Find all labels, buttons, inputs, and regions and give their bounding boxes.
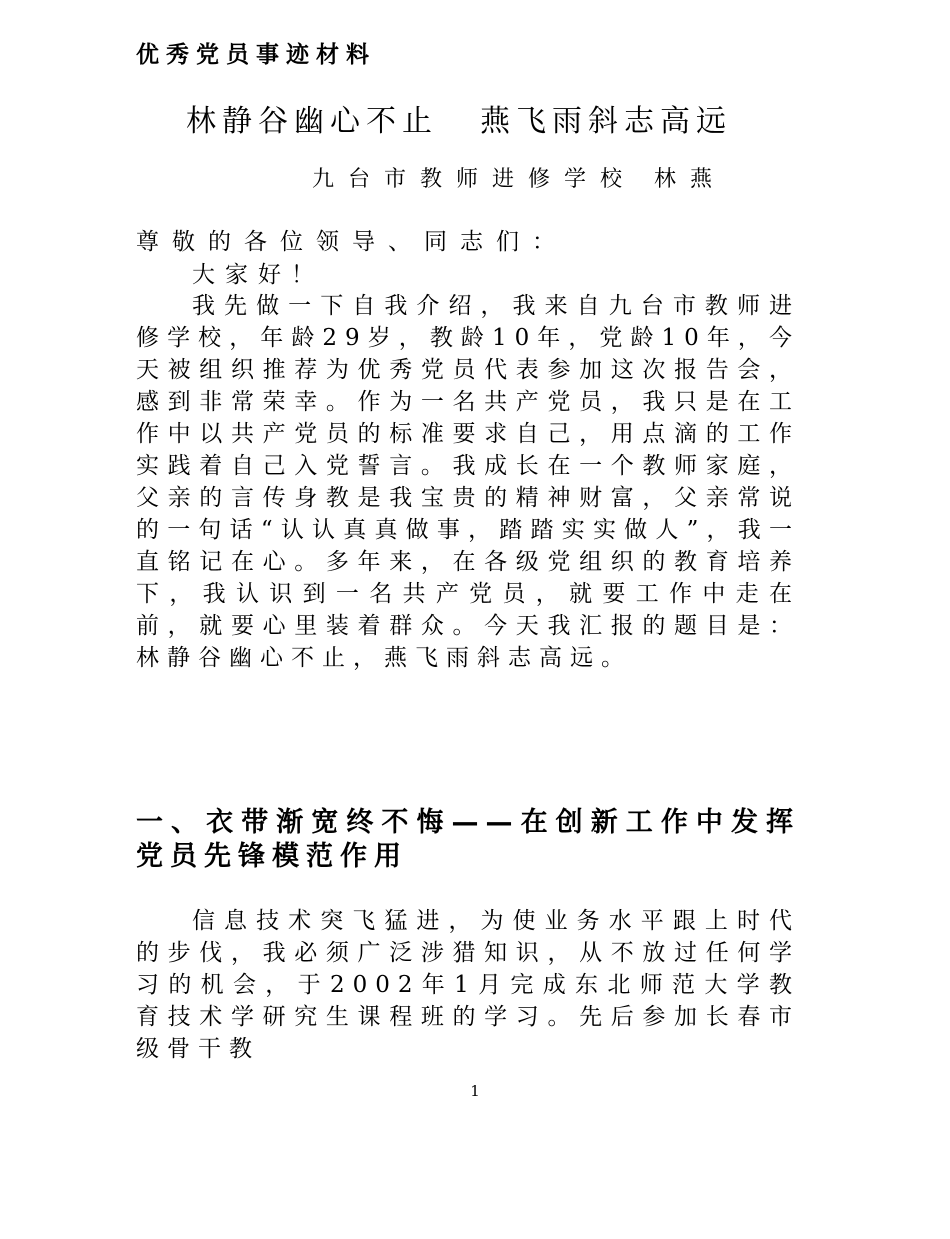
page-title xyxy=(186,96,732,140)
page-number: 1 xyxy=(470,1082,480,1100)
document-type-label: 优秀党员事迹材料 xyxy=(136,42,376,68)
body-paragraph-intro: 我先做一下自我介绍，我来自九台市教师进修学校，年龄29岁，教龄10年，党龄10年，今天被组织推荐为优秀党员代表参加这次报告会，感到非常荣幸。作为一名共产党员，我只是在工作中以共产党员的标准要求自己，用点滴的工作实践着自己入党誓言。我成长在一个教师家庭，父亲的言传身教是我宝贵的精神财富，父亲常说的一句话“认认真真做事，踏踏实实做人”，我一直铭记在心。多年来，在各级党组织的教育培养下，我认识到一名共产党员，就要工作中走在前，就要心里装着群众。今天我汇报的题目是：林静谷幽心不止，燕飞雨斜志高远。 xyxy=(136,293,800,671)
section-heading-1: 一、衣带渐宽终不悔——在创新工作中发挥党员先锋模范作用 xyxy=(136,807,800,872)
byline-author: 林燕 xyxy=(654,167,727,192)
title-part-1: 林静谷幽心不止 xyxy=(186,104,438,139)
byline-organization: 九台市教师进修学校 xyxy=(312,167,637,192)
byline xyxy=(312,162,726,193)
title-part-2: 燕飞雨斜志高远 xyxy=(480,104,732,139)
greeting: 大家好！ xyxy=(192,262,324,288)
body-paragraph-section-1: 信息技术突飞猛进，为使业务水平跟上时代的步伐，我必须广泛涉猎知识，从不放过任何学习的机会，于2002年1月完成东北师范大学教育技术学研究生课程班的学习。先后参加长春市级骨干教 xyxy=(136,908,800,1062)
salutation: 尊敬的各位领导、同志们： xyxy=(136,229,568,255)
